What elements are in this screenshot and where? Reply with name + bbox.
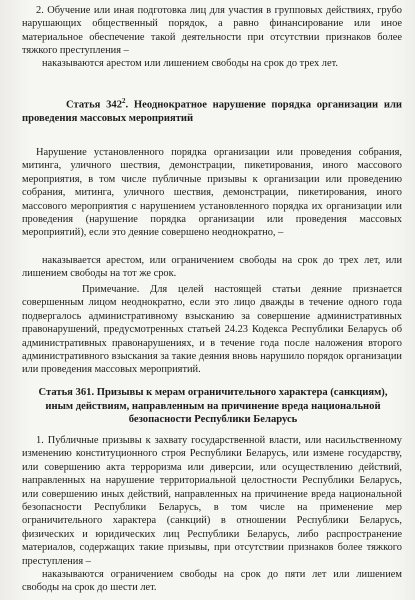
- article-342-heading-sup: 2: [122, 97, 126, 105]
- article-361-part-1: 1. Публичные призывы к захвату государственной власти, или насильственному изменению конституционного строя Республики Беларусь, или измене государству, или совершению акта терроризма или диверсии, или осуществлению действий, направленных на нарушение территориальной целостности Республики Беларусь, или совершению иных действий, направленных на причинение вреда национальной безопасности Республики Беларусь, в том числе на применение мер ограничительного характера (санкций) в отношении Республики Беларусь, физических и юридических лиц Республики Беларусь, либо распространение материалов, содержащих такие призывы, при отсутствии признаков более тяжкого преступления –: [22, 435, 402, 567]
- article-342-2-heading: [22, 95, 402, 126]
- article-342-2-penalty: наказывается арестом, или ограничением свободы на срок до трех лет, или лишением свободы на тот же срок.: [22, 255, 402, 280]
- article-342-heading-text: . Неоднократное нарушение порядка организации или проведения массовых мероприятий: [22, 99, 402, 125]
- article-341-part-2: 2. Обучение или иная подготовка лиц для участия в групповых действиях, грубо нарушающих общественный порядок, а равно финансирование или иное материальное обеспечение такой деятельности при отсутствии признаков более тяжкого преступления –: [22, 5, 402, 57]
- article-361-heading: Статья 361. Призывы к мерам ограничительного характера (санкциям), иным действиям, направленным на причинение вреда национальной безопасности Республики Беларусь: [38, 387, 388, 426]
- article-342-2-body: Нарушение установленного порядка организации или проведения собрания, митинга, уличного шествия, демонстрации, пикетирования, иного массового мероприятия, в том числе публичные призывы к организации или проведению собрания, митинга, уличного шествия, демонстрации, пикетирования, иного массового мероприятия с нарушением установленного порядка их организации или проведения (нарушение порядка организации или проведения массовых мероприятий), если это деяние совершено неоднократно, –: [22, 147, 402, 239]
- article-342-2-note: Примечание. Для целей настоящей статьи деяние признается совершенным лицом неоднократно, если это лицо дважды в течение одного года подвергалось административному взысканию за совершение административных правонарушений, предусмотренных статьей 24.23 Кодекса Республики Беларусь об административных правонарушениях, и в течение года после наложения второго административного взыскания за такие деяния вновь нарушило порядок организации или проведения массовых мероприятий.: [22, 284, 402, 376]
- article-341-penalty: наказываются арестом или лишением свободы на срок до трех лет.: [42, 58, 338, 69]
- article-342-heading-prefix: Статья 342: [66, 99, 123, 111]
- article-361-penalty: наказываются ограничением свободы на срок до пяти лет или лишением свободы на срок до шести лет.: [22, 569, 402, 594]
